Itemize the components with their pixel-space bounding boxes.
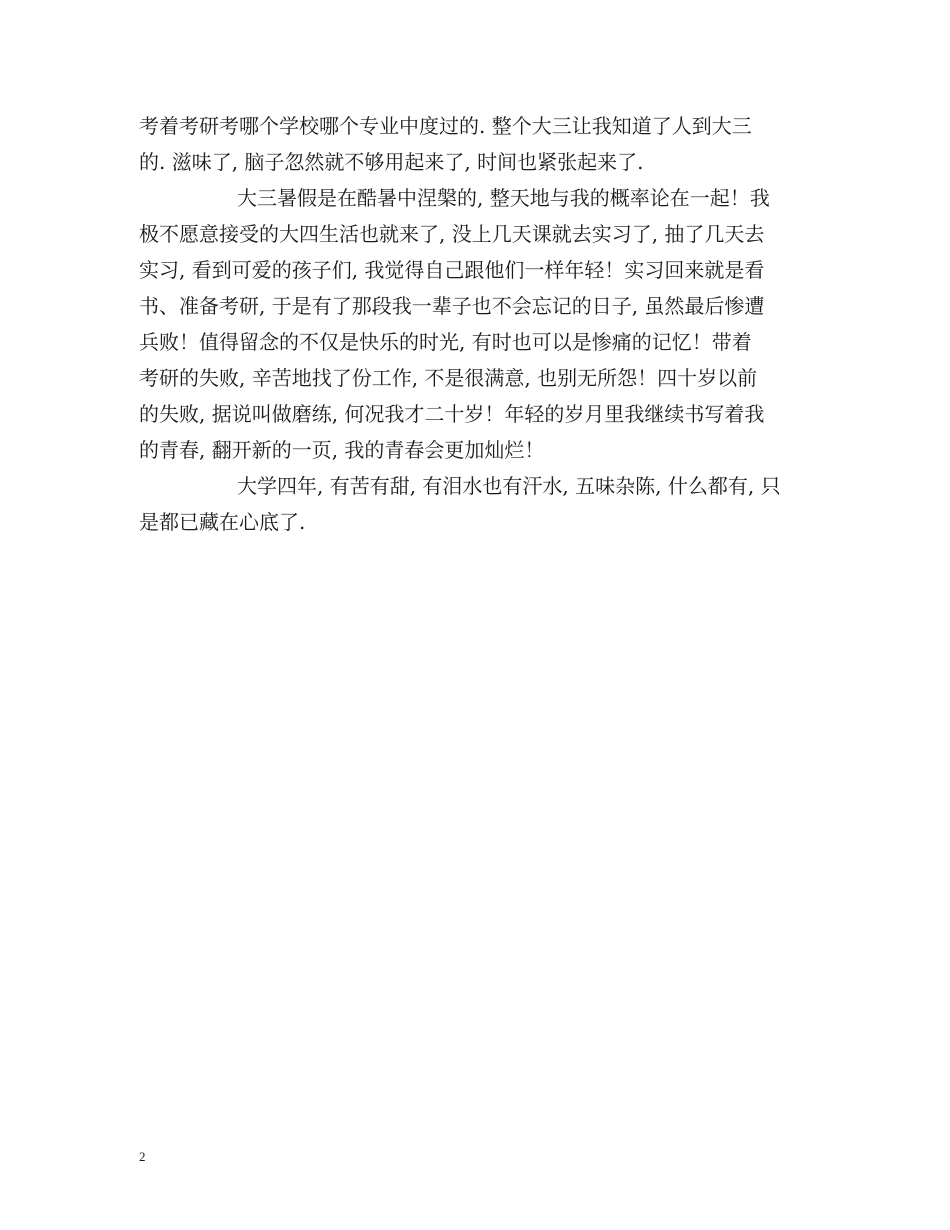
text-line: 考着考研考哪个学校哪个专业中度过的. 整个大三让我知道了人到大三 [139, 114, 752, 138]
paragraph-first-line: 大学四年, 有苦有甜, 有泪水也有汗水, 五味杂陈, 什么都有, 只 [237, 474, 781, 498]
text-line: 兵败！值得留念的不仅是快乐的时光, 有时也可以是惨痛的记忆！带着 [139, 330, 752, 354]
text-line: 是都已藏在心底了. [139, 510, 306, 534]
text-line: 的青春, 翻开新的一页, 我的青春会更加灿烂！ [139, 438, 545, 462]
paragraph-first-line: 大三暑假是在酷暑中涅槃的, 整天地与我的概率论在一起！我 [237, 186, 770, 210]
text-line: 的失败, 据说叫做磨练, 何况我才二十岁！年轻的岁月里我继续书写着我 [139, 402, 765, 426]
text-line: 考研的失败, 辛苦地找了份工作, 不是很满意, 也别无所怨！四十岁以前 [139, 366, 758, 390]
text-line: 书、准备考研, 于是有了那段我一辈子也不会忘记的日子, 虽然最后惨遭 [139, 294, 765, 318]
text-line: 的. 滋味了, 脑子忽然就不够用起来了, 时间也紧张起来了. [139, 150, 644, 174]
text-line: 实习, 看到可爱的孩子们, 我觉得自己跟他们一样年轻！实习回来就是看 [139, 258, 765, 282]
body-text [139, 108, 815, 540]
text-line: 极不愿意接受的大四生活也就来了, 没上几天课就去实习了, 抽了几天去 [139, 222, 765, 246]
page-number: 2 [139, 1149, 146, 1164]
